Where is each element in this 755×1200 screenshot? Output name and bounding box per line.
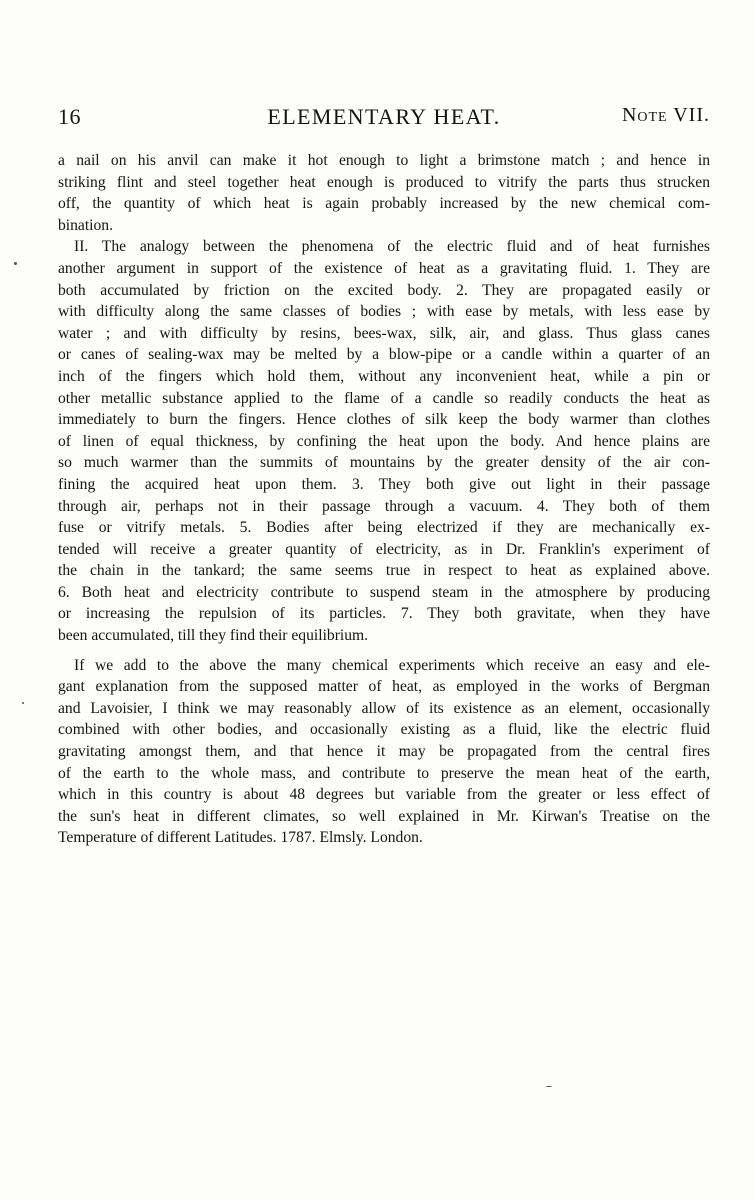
text-line: so much warmer than the summits of mountains by the greater density of the air con- — [58, 454, 710, 472]
text-line: which in this country is about 48 degrees but variable from the greater or less effect of — [58, 786, 710, 804]
text-line: with difficulty along the same classes of bodies ; with ease by metals, with less ease by — [58, 303, 710, 321]
text-line: of linen of equal thickness, by confining the heat upon the body. And hence plains are — [58, 432, 710, 450]
text-line: II. The analogy between the phenomena of the electric fluid and of heat furnishes — [74, 238, 710, 256]
text-line: fining the acquired heat upon them. 3. They both give out light in their passage — [58, 475, 710, 493]
text-line: the sun's heat in different climates, so well explained in Mr. Kirwan's Treatise on the — [58, 807, 710, 825]
text-line: through air, perhaps not in their passage through a vacuum. 4. They both of them — [58, 497, 710, 515]
text-line: bination. — [58, 216, 114, 234]
text-line: 6. Both heat and electricity contribute to suspend steam in the atmosphere by producing — [58, 583, 710, 601]
running-header — [58, 100, 710, 134]
text-line: off, the quantity of which heat is again probably increased by the new chemical com- — [58, 195, 710, 213]
text-line: gant explanation from the supposed matter of heat, as employed in the works of Bergman — [58, 678, 710, 696]
paragraph-electric-analogy — [58, 236, 710, 646]
text-line: and Lavoisier, I think we may reasonably allow of its existence as an element, occasionally — [58, 699, 710, 717]
text-line: fuse or vitrify metals. 5. Bodies after being electrized if they are mechanically ex- — [58, 519, 710, 537]
text-line: gravitating amongst them, and that hence it may be propagated from the central fires — [58, 743, 710, 761]
text-line: another argument in support of the existence of heat as a gravitating fluid. 1. They are — [58, 259, 710, 277]
text-line: Temperature of different Latitudes. 1787. Elmsly. London. — [58, 829, 423, 847]
text-line: tended will receive a greater quantity of electricity, as in Dr. Franklin's experiment of — [58, 540, 710, 558]
text-line: striking flint and steel together heat enough is produced to vitrify the parts thus strucken — [58, 173, 710, 191]
text-line: the chain in the tankard; the same seems true in respect to heat as explained above. — [58, 562, 710, 580]
text-line: inch of the fingers which hold them, without any inconvenient heat, while a pin or — [58, 367, 710, 385]
page-number: 16 — [58, 104, 81, 129]
text-line: been accumulated, till they find their equilibrium. — [58, 627, 369, 645]
text-line: or canes of sealing-wax may be melted by a blow-pipe or a candle within a quarter of an — [58, 346, 710, 364]
note-label: Note VII. — [621, 104, 710, 126]
ink-speck — [546, 1086, 552, 1087]
ink-speck — [22, 702, 24, 704]
paragraph-spacer — [58, 647, 710, 655]
text-line: both accumulated by friction on the excited body. 2. They are propagated easily or — [58, 281, 710, 299]
paragraph-conclusion — [58, 655, 710, 849]
text-line: a nail on his anvil can make it hot enough to light a brimstone match ; and hence in — [58, 152, 710, 169]
text-line: of the earth to the whole mass, and contribute to preserve the mean heat of the earth, — [58, 764, 710, 782]
text-line: water ; and with difficulty by resins, bees-wax, silk, air, and glass. Thus glass canes — [58, 324, 710, 342]
text-line: or increasing the repulsion of its particles. 7. They both gravitate, when they have — [58, 605, 710, 623]
text-line: If we add to the above the many chemical experiments which receive an easy and ele- — [74, 656, 710, 674]
paragraph-continuation — [58, 150, 710, 236]
text-line: other metallic substance applied to the flame of a candle so readily conducts the heat as — [58, 389, 710, 407]
ink-speck — [14, 262, 17, 265]
text-line: immediately to burn the fingers. Hence clothes of silk keep the body warmer than clothes — [58, 411, 710, 429]
text-line: combined with other bodies, and occasionally existing as a fluid, like the electric fluid — [58, 721, 710, 739]
running-title: ELEMENTARY HEAT. — [267, 104, 501, 129]
body-text — [58, 150, 710, 849]
